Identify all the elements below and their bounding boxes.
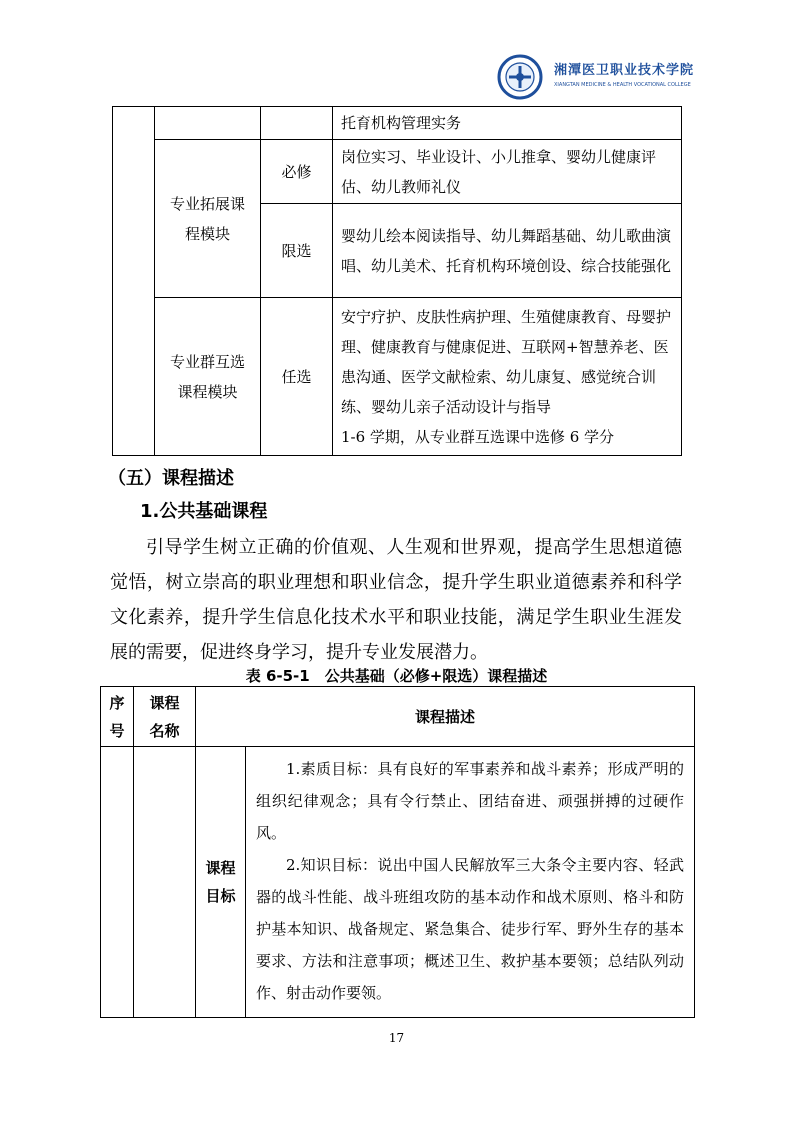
course-description-table [100, 686, 695, 1018]
table-row [113, 107, 682, 140]
logo-subtitle: XIANGTAN MEDICINE & HEALTH VOCATIONAL COLLEGE [554, 82, 691, 88]
module-name: 专业拓展课程模块 [169, 194, 245, 243]
page-number: 17 [388, 1031, 405, 1045]
header-name [134, 687, 196, 747]
table-row [101, 747, 695, 1018]
course-list-cell [333, 298, 682, 456]
module-name: 专业群互选课程模块 [169, 352, 245, 401]
course-type-cell: 必修 [261, 140, 333, 204]
elective-course-list: 安宁疗护、皮肤性病护理、生殖健康教育、母婴护理、健康教育与健康促进、互联网+智慧养老、医患沟通、医学文献检索、幼儿康复、感觉统合训练、婴幼儿亲子活动设计与指导 [341, 307, 672, 416]
table-header-row [101, 687, 695, 747]
module-name-cell [155, 298, 261, 456]
section-heading: （五）课程描述 [108, 468, 234, 489]
course-list-cell: 婴幼儿绘本阅读指导、幼儿舞蹈基础、幼儿歌曲演唱、幼儿美术、托育机构环境创设、综合技能强化 [333, 204, 682, 298]
body-paragraph: 引导学生树立正确的价值观、人生观和世界观，提高学生思想道德觉悟，树立崇高的职业理想和职业信念，提升学生职业道德素养和科学文化素养，提升学生信息化技术水平和职业技能，满足学生职业生涯发展的需要，促进终身学习，提升专业发展潜力。 [110, 537, 682, 663]
elective-note: 1-6 学期，从专业群互选课中选修 6 学分 [341, 427, 615, 446]
course-type-cell: 限选 [261, 204, 333, 298]
knowledge-goal: 2.知识目标：说出中国人民解放军三大条令主要内容、轻武器的战斗性能、战斗班组攻防的基本动作和战术原则、格斗和防护基本知识、战备规定、紧急集合、徒步行军、野外生存的基本要求、方法和注意事项；概述卫生、救护基本要领；总结队列动作、射击动作要领。 [256, 856, 684, 1002]
table-cell-empty [101, 747, 134, 1018]
table-cell-empty [134, 747, 196, 1018]
module-name-cell [155, 140, 261, 298]
table-row [113, 140, 682, 204]
college-logo [496, 54, 696, 100]
curriculum-table [112, 106, 682, 456]
header-seq-label: 序号 [109, 693, 125, 740]
course-list-cell: 岗位实习、毕业设计、小儿推拿、婴幼儿健康评估、幼儿教师礼仪 [333, 140, 682, 204]
table-caption: 表 6-5-1 公共基础（必修+限选）课程描述 [245, 667, 548, 685]
table-cell-empty [261, 107, 333, 140]
quality-goal: 1.素质目标：具有良好的军事素养和战斗素养；形成严明的组织纪律观念；具有令行禁止、团结奋进、顽强拼搏的过硬作风。 [256, 760, 684, 842]
college-emblem-icon [496, 54, 544, 100]
course-list-cell: 托育机构管理实务 [333, 107, 682, 140]
table-cell-empty [113, 107, 155, 456]
logo-title: 湘潭医卫职业技术学院 [554, 63, 695, 78]
header-name-label: 课程名称 [149, 693, 180, 740]
header-desc: 课程描述 [196, 687, 695, 747]
goal-description-cell [246, 747, 695, 1018]
table-row [113, 298, 682, 456]
goal-label: 课程目标 [205, 859, 236, 905]
header-seq [101, 687, 134, 747]
table-cell-empty [155, 107, 261, 140]
course-type-cell: 任选 [261, 298, 333, 456]
subsection-heading: 1.公共基础课程 [140, 501, 268, 522]
goal-label-cell [196, 747, 246, 1018]
